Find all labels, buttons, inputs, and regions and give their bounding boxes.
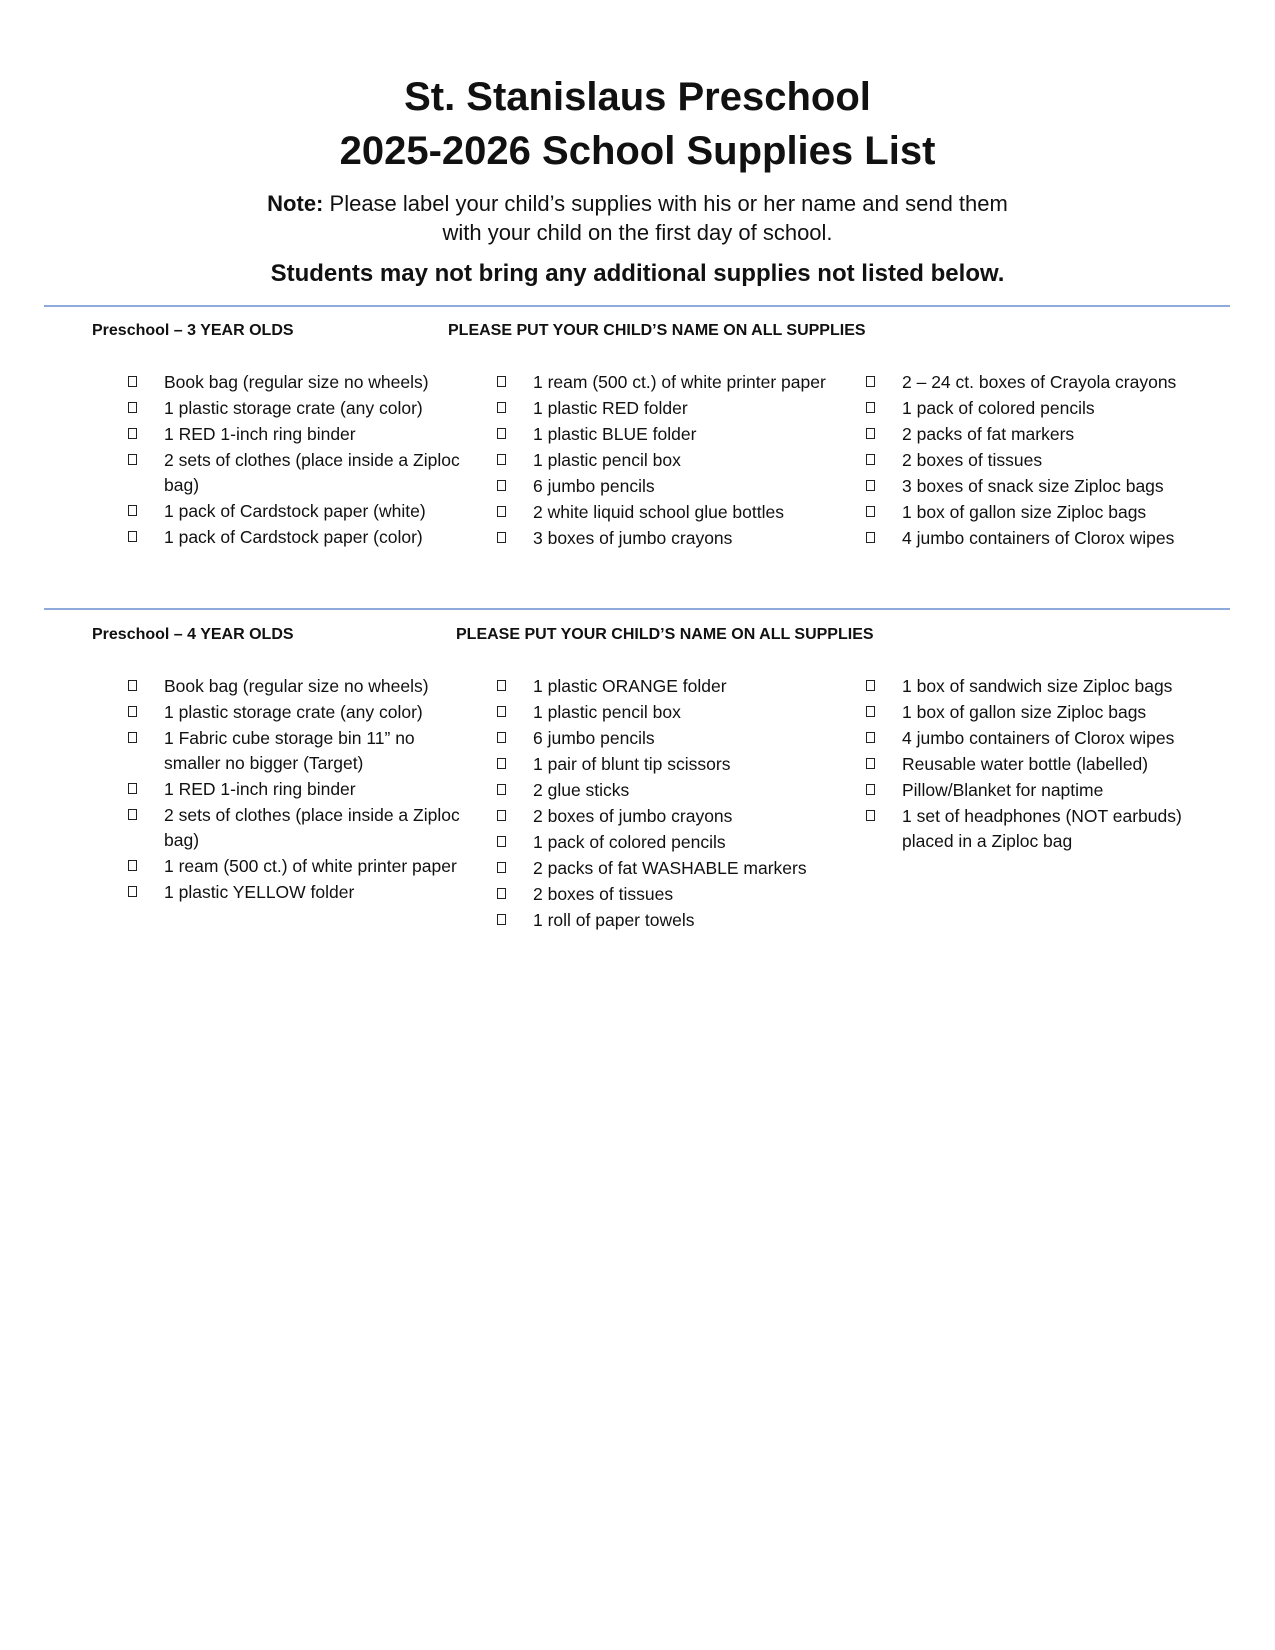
checklist-item bbox=[866, 674, 1206, 699]
checklist-item-label: 3 boxes of jumbo crayons bbox=[533, 528, 733, 548]
checkbox-icon[interactable] bbox=[128, 726, 164, 743]
checklist-item bbox=[128, 422, 468, 447]
checkbox-icon[interactable] bbox=[128, 880, 164, 897]
section-reminder: PLEASE PUT YOUR CHILD’S NAME ON ALL SUPPLIES bbox=[448, 322, 866, 339]
checklist-item-label: 1 pack of colored pencils bbox=[902, 398, 1095, 418]
checkbox-icon[interactable] bbox=[497, 526, 533, 543]
checklist-item bbox=[497, 908, 837, 933]
checkbox-icon[interactable] bbox=[128, 396, 164, 413]
checklist-item-label: 1 box of gallon size Ziploc bags bbox=[902, 502, 1147, 522]
page-title: St. Stanislaus Preschool bbox=[404, 75, 871, 119]
checklist-item bbox=[128, 880, 468, 905]
checklist-item bbox=[497, 526, 837, 551]
checkbox-icon[interactable] bbox=[497, 804, 533, 821]
checklist-item-label: 1 ream (500 ct.) of white printer paper bbox=[164, 856, 457, 876]
checklist-item-label: 1 plastic pencil box bbox=[533, 702, 681, 722]
checkbox-icon[interactable] bbox=[497, 726, 533, 743]
checkbox-icon[interactable] bbox=[866, 370, 902, 387]
checkbox-icon[interactable] bbox=[128, 803, 164, 820]
checkbox-icon[interactable] bbox=[497, 448, 533, 465]
checkbox-icon[interactable] bbox=[128, 499, 164, 516]
checklist-item-label: 6 jumbo pencils bbox=[533, 476, 655, 496]
checklist-item-label: 1 plastic storage crate (any color) bbox=[164, 702, 423, 722]
checklist-item bbox=[497, 856, 837, 881]
checklist-item-label: 1 pack of Cardstock paper (white) bbox=[164, 501, 426, 521]
note-text-line2: with your child on the first day of school. bbox=[442, 220, 833, 245]
checklist-item-label: 1 Fabric cube storage bin 11” no smaller no bigger (Target) bbox=[164, 728, 415, 773]
checkbox-icon[interactable] bbox=[497, 830, 533, 847]
checkbox-icon[interactable] bbox=[128, 777, 164, 794]
checkbox-icon[interactable] bbox=[128, 422, 164, 439]
checklist-item bbox=[497, 752, 837, 777]
checkbox-icon[interactable] bbox=[497, 908, 533, 925]
checkbox-icon[interactable] bbox=[866, 674, 902, 691]
checklist-item bbox=[497, 674, 837, 699]
checkbox-icon[interactable] bbox=[866, 778, 902, 795]
warning-text: Students may not bring any additional supplies not listed below. bbox=[270, 260, 1005, 287]
checklist-item bbox=[128, 448, 468, 498]
checklist-item bbox=[866, 370, 1206, 395]
checklist-item-label: 2 glue sticks bbox=[533, 780, 630, 800]
checkbox-icon[interactable] bbox=[497, 700, 533, 717]
checklist-item bbox=[866, 448, 1206, 473]
checklist-item-label: 2 white liquid school glue bottles bbox=[533, 502, 784, 522]
checklist-item bbox=[866, 500, 1206, 525]
checklist-item bbox=[866, 526, 1206, 551]
checklist-item bbox=[866, 726, 1206, 751]
checklist-item bbox=[497, 726, 837, 751]
checklist-item bbox=[497, 830, 837, 855]
checklist-item bbox=[128, 777, 468, 802]
checklist-item bbox=[128, 700, 468, 725]
checklist-item bbox=[497, 882, 837, 907]
checklist-item-label: 1 plastic BLUE folder bbox=[533, 424, 697, 444]
checklist-item bbox=[497, 422, 837, 447]
checklist-item-label: 2 – 24 ct. boxes of Crayola crayons bbox=[902, 372, 1177, 392]
checkbox-icon[interactable] bbox=[128, 854, 164, 871]
checkbox-icon[interactable] bbox=[497, 882, 533, 899]
checklist-item-label: 1 RED 1-inch ring binder bbox=[164, 779, 356, 799]
checklist-item-label: 1 plastic pencil box bbox=[533, 450, 681, 470]
checklist-item bbox=[128, 370, 468, 395]
checklist-item-label: 1 roll of paper towels bbox=[533, 910, 695, 930]
checklist-item bbox=[866, 474, 1206, 499]
checklist-item bbox=[497, 448, 837, 473]
note bbox=[0, 189, 1275, 247]
checklist-item-label: 1 ream (500 ct.) of white printer paper bbox=[533, 372, 826, 392]
checkbox-icon[interactable] bbox=[497, 500, 533, 517]
note-text-line1: Please label your child’s supplies with his or her name and send them bbox=[329, 191, 1008, 216]
checkbox-icon[interactable] bbox=[497, 674, 533, 691]
checklist-item-label: 1 box of sandwich size Ziploc bags bbox=[902, 676, 1173, 696]
checklist-item-label: 1 set of headphones (NOT earbuds) placed in a Ziploc bag bbox=[902, 806, 1182, 851]
checkbox-icon[interactable] bbox=[128, 525, 164, 542]
checklist-item-label: 4 jumbo containers of Clorox wipes bbox=[902, 728, 1175, 748]
supply-column bbox=[866, 674, 1206, 855]
checkbox-icon[interactable] bbox=[128, 700, 164, 717]
checklist-item-label: 4 jumbo containers of Clorox wipes bbox=[902, 528, 1175, 548]
checklist-item-label: 6 jumbo pencils bbox=[533, 728, 655, 748]
supply-column bbox=[128, 370, 468, 551]
checklist-item bbox=[128, 803, 468, 853]
checkbox-icon[interactable] bbox=[497, 752, 533, 769]
checklist-item bbox=[866, 752, 1206, 777]
checklist-item-label: 1 plastic storage crate (any color) bbox=[164, 398, 423, 418]
checklist-item bbox=[128, 854, 468, 879]
checkbox-icon[interactable] bbox=[497, 422, 533, 439]
checklist-item bbox=[866, 804, 1206, 854]
checklist-item-label: 2 boxes of tissues bbox=[533, 884, 674, 904]
checklist-item bbox=[866, 700, 1206, 725]
supply-column bbox=[497, 674, 837, 934]
checklist-item-label: Book bag (regular size no wheels) bbox=[164, 676, 429, 696]
checklist-item-label: Pillow/Blanket for naptime bbox=[902, 780, 1104, 800]
checklist-item bbox=[497, 500, 837, 525]
checklist-item bbox=[497, 370, 837, 395]
checkbox-icon[interactable] bbox=[497, 474, 533, 491]
checklist-item-label: 2 packs of fat markers bbox=[902, 424, 1075, 444]
checkbox-icon[interactable] bbox=[866, 804, 902, 821]
checklist-item bbox=[497, 778, 837, 803]
section-reminder: PLEASE PUT YOUR CHILD’S NAME ON ALL SUPPLIES bbox=[456, 626, 874, 643]
checkbox-icon[interactable] bbox=[497, 370, 533, 387]
supply-column bbox=[128, 674, 468, 906]
section-heading-3-year-olds: Preschool – 3 YEAR OLDS bbox=[92, 322, 294, 339]
supply-column bbox=[497, 370, 837, 552]
checklist-item-label: 3 boxes of snack size Ziploc bags bbox=[902, 476, 1164, 496]
checklist-item-label: 1 RED 1-inch ring binder bbox=[164, 424, 356, 444]
note-label: Note: bbox=[267, 191, 324, 216]
checklist-item bbox=[497, 396, 837, 421]
checklist-item-label: 1 box of gallon size Ziploc bags bbox=[902, 702, 1147, 722]
checklist-item-label: 1 plastic RED folder bbox=[533, 398, 688, 418]
page-subtitle: 2025-2026 School Supplies List bbox=[339, 129, 936, 173]
checklist-item bbox=[866, 396, 1206, 421]
checkbox-icon[interactable] bbox=[128, 370, 164, 387]
checklist-item-label: Reusable water bottle (labelled) bbox=[902, 754, 1149, 774]
section-heading-4-year-olds: Preschool – 4 YEAR OLDS bbox=[92, 626, 294, 643]
supply-column bbox=[866, 370, 1206, 552]
checkbox-icon[interactable] bbox=[866, 526, 902, 543]
checklist-item bbox=[128, 396, 468, 421]
checklist-item bbox=[866, 778, 1206, 803]
checklist-item bbox=[128, 525, 468, 550]
checklist-item-label: 2 boxes of jumbo crayons bbox=[533, 806, 733, 826]
checkbox-icon[interactable] bbox=[497, 778, 533, 795]
checklist-item bbox=[128, 674, 468, 699]
checkbox-icon[interactable] bbox=[866, 752, 902, 769]
checkbox-icon[interactable] bbox=[866, 396, 902, 413]
checklist-item bbox=[128, 726, 468, 776]
checklist-item-label: Book bag (regular size no wheels) bbox=[164, 372, 429, 392]
checkbox-icon[interactable] bbox=[497, 856, 533, 873]
divider bbox=[44, 305, 1230, 307]
checklist-item-label: 1 pack of Cardstock paper (color) bbox=[164, 527, 423, 547]
checklist-item-label: 1 pair of blunt tip scissors bbox=[533, 754, 731, 774]
checkbox-icon[interactable] bbox=[128, 448, 164, 465]
checkbox-icon[interactable] bbox=[866, 448, 902, 465]
checkbox-icon[interactable] bbox=[866, 726, 902, 743]
checkbox-icon[interactable] bbox=[866, 474, 902, 491]
checklist-item-label: 2 sets of clothes (place inside a Ziploc bag) bbox=[164, 450, 460, 495]
checklist-item bbox=[497, 700, 837, 725]
checkbox-icon[interactable] bbox=[866, 700, 902, 717]
checklist-item-label: 2 boxes of tissues bbox=[902, 450, 1043, 470]
checklist-item-label: 1 plastic ORANGE folder bbox=[533, 676, 727, 696]
divider bbox=[44, 608, 1230, 610]
checklist-item-label: 2 sets of clothes (place inside a Ziploc bag) bbox=[164, 805, 460, 850]
checkbox-icon[interactable] bbox=[497, 396, 533, 413]
checklist-item bbox=[866, 422, 1206, 447]
checklist-item-label: 2 packs of fat WASHABLE markers bbox=[533, 858, 807, 878]
checklist-item-label: 1 plastic YELLOW folder bbox=[164, 882, 355, 902]
checklist-item bbox=[497, 804, 837, 829]
checkbox-icon[interactable] bbox=[128, 674, 164, 691]
checklist-item bbox=[497, 474, 837, 499]
checkbox-icon[interactable] bbox=[866, 422, 902, 439]
checklist-item bbox=[128, 499, 468, 524]
checklist-item-label: 1 pack of colored pencils bbox=[533, 832, 726, 852]
checkbox-icon[interactable] bbox=[866, 500, 902, 517]
